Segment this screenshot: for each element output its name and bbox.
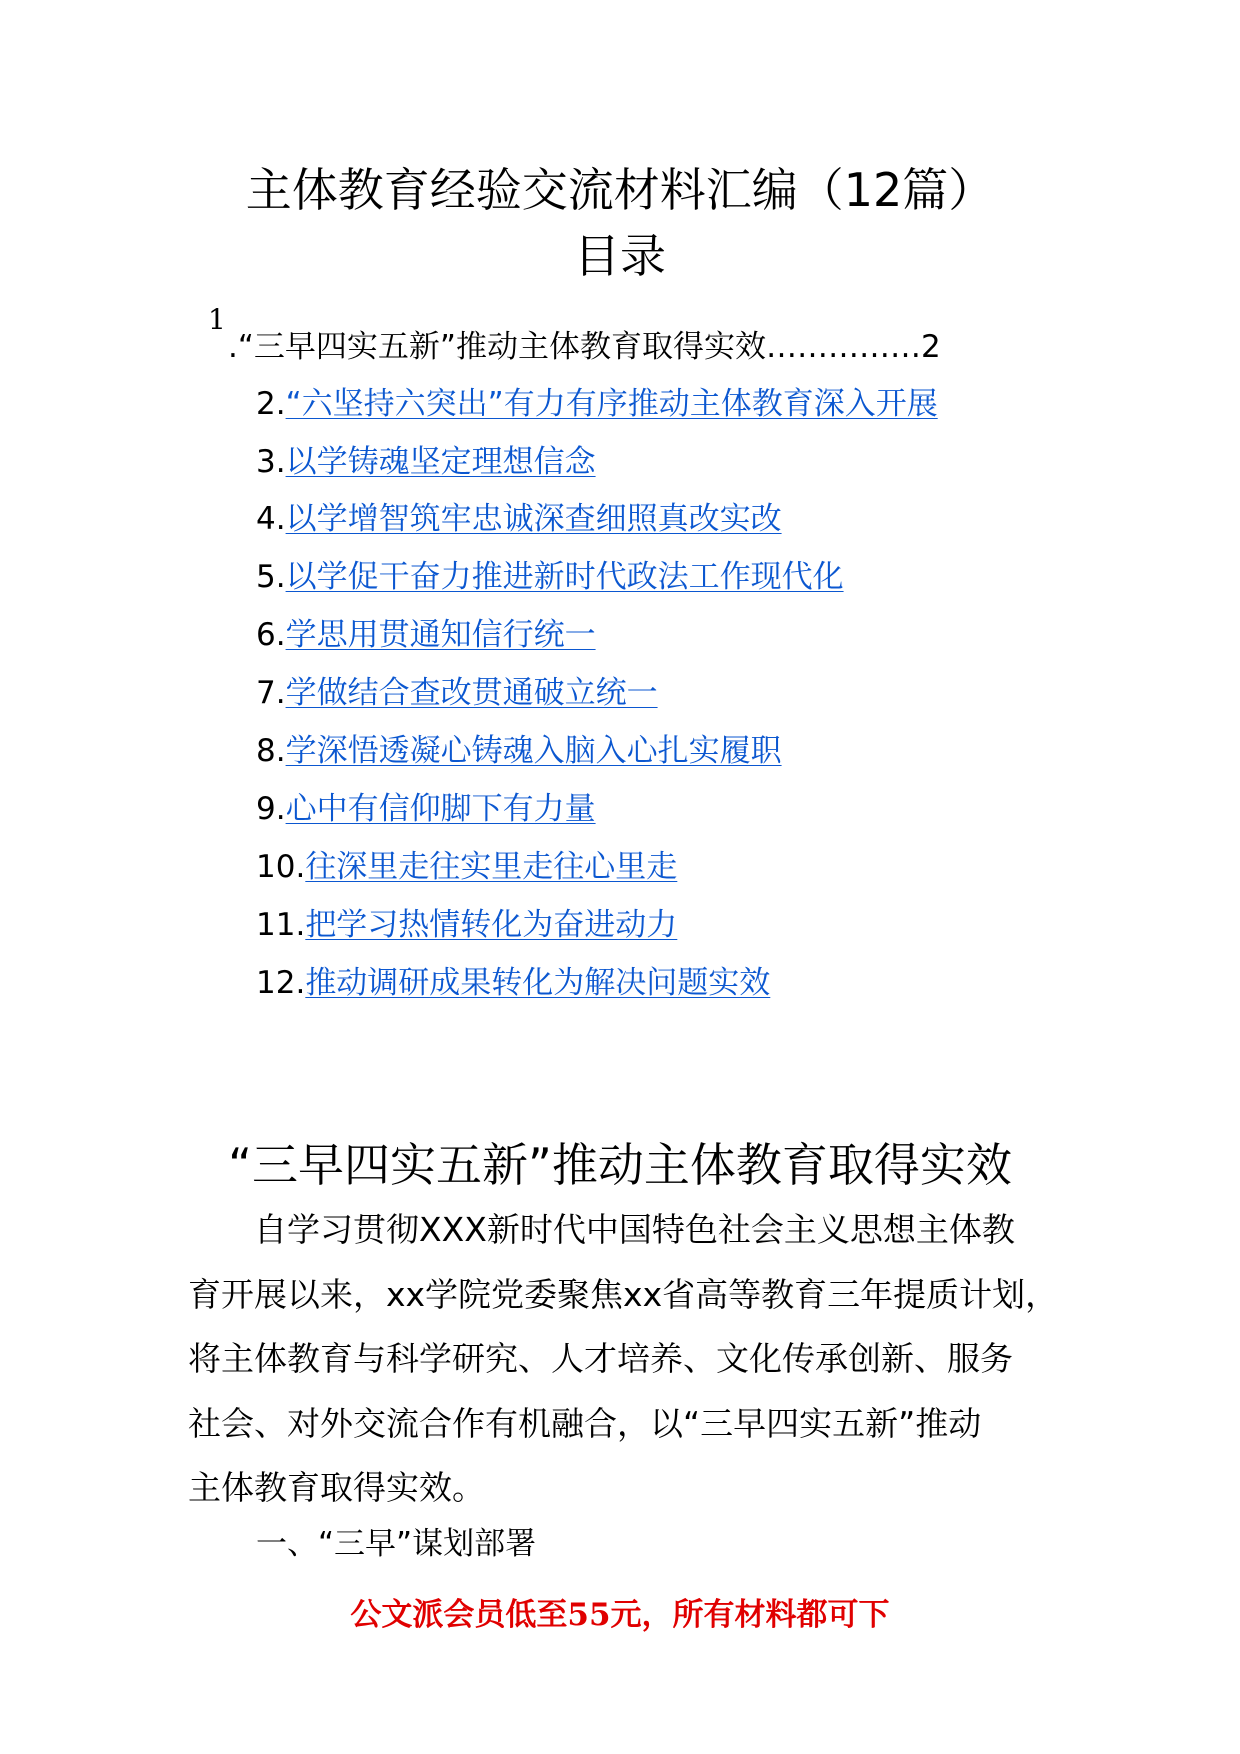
toc-entry-number: 8.	[256, 733, 286, 769]
toc-entry-11[interactable]	[256, 903, 677, 947]
toc-entry-number: 3.	[256, 444, 286, 480]
toc-entry-8[interactable]	[256, 729, 782, 773]
toc-entry-number: 12.	[256, 965, 306, 1001]
section-heading: 一、“三早”谋划部署	[256, 1526, 537, 1562]
toc-link[interactable]: 学深悟透凝心铸魂入脑入心扎实履职	[285, 733, 782, 769]
toc-entry-4[interactable]	[256, 497, 782, 541]
promo-banner: 公文派会员低至55元，所有材料都可下	[350, 1597, 890, 1633]
toc-link[interactable]: 以学铸魂坚定理想信念	[285, 444, 596, 480]
article-title: “三早四实五新”推动主体教育取得实效	[228, 1138, 1012, 1192]
toc-link[interactable]: 学做结合查改贯通破立统一	[285, 675, 658, 711]
toc-entry-12[interactable]	[256, 961, 770, 1005]
toc-entry-3[interactable]	[256, 440, 596, 484]
paragraph-line: 主体教育取得实效。	[188, 1468, 485, 1507]
toc-entry-number: 11.	[256, 907, 306, 943]
toc-entry-9[interactable]	[256, 787, 596, 831]
toc-entry-7[interactable]	[256, 671, 658, 715]
toc-entry-number: 7.	[256, 675, 286, 711]
document-title: 主体教育经验交流材料汇编（12篇）	[245, 163, 995, 217]
paragraph-line: 自学习贯彻XXX新时代中国特色社会主义思想主体教	[188, 1210, 1015, 1249]
toc-heading: 目录	[574, 229, 666, 283]
toc-link[interactable]: “六坚持六突出”有力有序推动主体教育深入开展	[285, 386, 938, 422]
toc-link[interactable]: 往深里走往实里走往心里走	[305, 849, 678, 885]
toc-entry-number: 5.	[256, 559, 286, 595]
toc-entry-6[interactable]	[256, 613, 596, 657]
article-paragraph	[188, 1198, 1078, 1521]
toc-link[interactable]: 把学习热情转化为奋进动力	[305, 907, 678, 943]
toc-link[interactable]: 以学增智筑牢忠诚深查细照真改实改	[285, 501, 782, 537]
toc-entry-number: 9.	[256, 791, 286, 827]
toc-entry-5[interactable]	[256, 555, 844, 599]
toc-link[interactable]: 心中有信仰脚下有力量	[285, 791, 596, 827]
paragraph-line: 育开展以来，xx学院党委聚焦xx省高等教育三年提质计划，	[188, 1274, 1059, 1314]
toc-entry-1[interactable]	[228, 325, 941, 369]
toc-link[interactable]: 以学促干奋力推进新时代政法工作现代化	[285, 559, 844, 595]
toc-link[interactable]: 推动调研成果转化为解决问题实效	[305, 965, 771, 1001]
toc-entry-number: 10.	[256, 849, 306, 885]
toc-entry-number: 6.	[256, 617, 286, 653]
paragraph-line: 社会、对外交流合作有机融合，以“三早四实五新”推动	[188, 1403, 982, 1443]
toc-entry-10[interactable]	[256, 845, 677, 889]
toc-entry-number: 4.	[256, 501, 286, 537]
toc-entry-number: 2.	[256, 386, 286, 422]
page-number: 1	[208, 303, 226, 336]
toc-entry-text: .“三早四实五新”推动主体教育取得实效……………2	[228, 329, 941, 365]
paragraph-line: 将主体教育与科学研究、人才培养、文化传承创新、服务	[188, 1339, 1013, 1378]
toc-entry-2[interactable]	[256, 382, 938, 426]
toc-link[interactable]: 学思用贯通知信行统一	[285, 617, 596, 653]
